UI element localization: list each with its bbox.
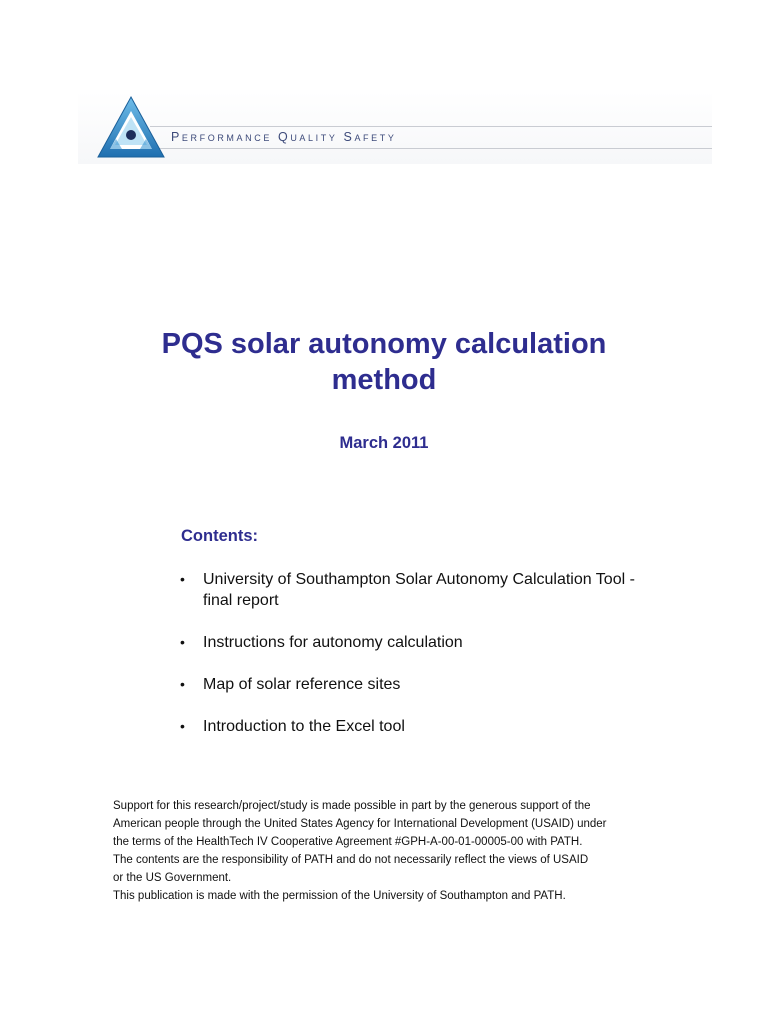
list-item-label: Introduction to the Excel tool xyxy=(203,718,405,735)
support-statement xyxy=(113,797,673,905)
contents-heading: Contents: xyxy=(181,527,258,545)
bullet-icon: • xyxy=(180,676,185,692)
list-item-label: Instructions for autonomy calculation xyxy=(203,634,463,651)
pqs-triangle-logo-icon xyxy=(96,95,166,159)
support-line: The contents are the responsibility of PATH and do not necessarily reflect the views of USAID xyxy=(113,854,589,866)
support-line: American people through the United States Agency for International Development (USAID) under xyxy=(113,818,607,830)
support-line: the terms of the HealthTech IV Cooperative Agreement #GPH-A-00-01-00005-00 with PATH. xyxy=(113,836,583,848)
list-item-label: University of Southampton Solar Autonomy Calculation Tool - final report xyxy=(203,571,635,609)
bullet-icon: • xyxy=(180,718,185,734)
header-rule-bottom xyxy=(150,148,712,149)
list-item xyxy=(180,674,650,695)
bullet-icon: • xyxy=(180,634,185,650)
document-title: PQS solar autonomy calculation method xyxy=(161,328,607,396)
document-date: March 2011 xyxy=(339,434,429,452)
header-band xyxy=(78,92,712,164)
support-line: or the US Government. xyxy=(113,872,232,884)
list-item xyxy=(180,716,650,737)
brand-tagline: Performance Quality Safety xyxy=(171,130,397,144)
support-line: Support for this research/project/study is made possible in part by the generous support of the xyxy=(113,800,591,812)
contents-list xyxy=(180,569,650,758)
list-item xyxy=(180,569,650,611)
bullet-icon: • xyxy=(180,571,185,587)
support-line: This publication is made with the permission of the University of Southampton and PATH. xyxy=(113,890,566,902)
header-rule-top xyxy=(150,126,712,127)
list-item-label: Map of solar reference sites xyxy=(203,676,401,693)
list-item xyxy=(180,632,650,653)
